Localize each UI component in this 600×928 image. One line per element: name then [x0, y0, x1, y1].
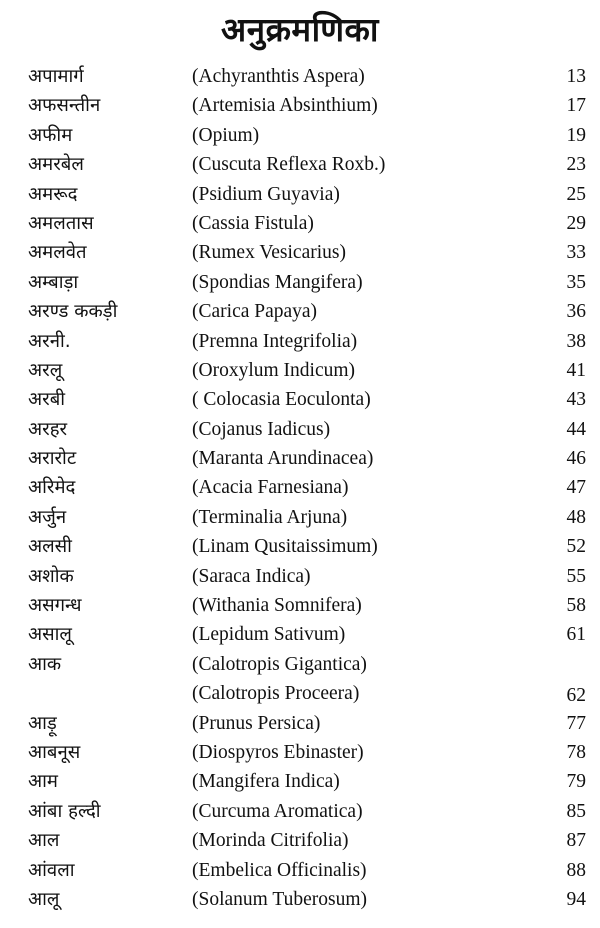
botanical-name: (Calotropis Gigantica) [192, 653, 367, 675]
hindi-name: अरिमेद [28, 477, 76, 499]
page-number: 78 [566, 741, 586, 763]
page-number: 23 [566, 154, 586, 176]
hindi-name: आम [28, 771, 58, 793]
hindi-name: अफीम [28, 124, 73, 146]
index-entry [0, 91, 600, 120]
index-entry [0, 385, 600, 414]
botanical-name: (Achyranthtis Aspera) [192, 66, 365, 87]
botanical-name: (Cassia Fistula) [192, 212, 314, 234]
hindi-name: आलू [28, 888, 60, 910]
botanical-name: (Acacia Farnesiana) [192, 477, 349, 499]
botanical-name: (Linam Qusitaissimum) [192, 536, 378, 558]
page-number: 55 [566, 565, 586, 587]
hindi-name: अरबी [28, 389, 66, 411]
page-number: 47 [566, 477, 586, 499]
index-entry [0, 738, 600, 767]
page-number: 29 [566, 212, 586, 234]
index-entry [0, 473, 600, 502]
botanical-name: (Curcuma Aromatica) [192, 800, 363, 822]
botanical-name: (Saraca Indica) [192, 565, 311, 587]
index-entry [0, 268, 600, 297]
index-entry [0, 503, 600, 532]
index-entry [0, 238, 600, 267]
index-entry [0, 209, 600, 238]
page-number: 41 [566, 359, 586, 381]
botanical-name: (Terminalia Arjuna) [192, 506, 348, 528]
index-entry [0, 327, 600, 356]
page-number: 25 [566, 183, 586, 205]
page-number: 62 [566, 685, 586, 707]
page-number: 48 [566, 506, 586, 528]
botanical-name: (Cojanus Iadicus) [192, 418, 331, 440]
botanical-name: (Diospyros Ebinaster) [192, 741, 364, 763]
page-number: 17 [566, 95, 586, 117]
index-entry [0, 885, 600, 914]
index-entry-continuation [0, 679, 600, 708]
index-entry [0, 444, 600, 473]
hindi-name: अमलतास [28, 212, 94, 234]
hindi-name: असालू [28, 624, 72, 646]
botanical-name: (Cuscuta Reflexa Roxb.) [192, 154, 386, 176]
page-number: 43 [566, 389, 586, 411]
hindi-name: आल [28, 830, 60, 852]
page-number: 88 [566, 859, 586, 881]
page-number: 61 [566, 624, 586, 646]
hindi-name: अमलवेत [28, 242, 87, 264]
page-number: 35 [566, 271, 586, 293]
botanical-name: (Mangifera Indica) [192, 771, 340, 793]
hindi-name: आबनूस [28, 741, 81, 763]
botanical-name: (Rumex Vesicarius) [192, 242, 346, 264]
hindi-name: आक [28, 653, 62, 675]
hindi-name: आंबा हल्दी [28, 800, 101, 822]
hindi-name: अशोक [28, 565, 74, 587]
botanical-name: (Oroxylum Indicum) [192, 359, 356, 381]
hindi-name: अर्जुन [28, 506, 67, 528]
index-list [0, 62, 600, 914]
hindi-name: अरलू [28, 359, 63, 381]
hindi-name: आंवला [28, 859, 75, 881]
botanical-name: (Psidium Guyavia) [192, 183, 340, 205]
page-number: 77 [566, 712, 586, 734]
hindi-name: अमरबेल [28, 154, 84, 176]
page-number: 33 [566, 242, 586, 264]
botanical-name: (Morinda Citrifolia) [192, 830, 349, 852]
index-entry [0, 356, 600, 385]
botanical-name: (Carica Papaya) [192, 301, 318, 323]
botanical-name: (Premna Integrifolia) [192, 330, 358, 352]
hindi-name: असगन्ध [28, 595, 82, 617]
index-entry [0, 709, 600, 738]
botanical-name: (Maranta Arundinacea) [192, 448, 374, 470]
index-entry [0, 856, 600, 885]
botanical-name: (Withania Somnifera) [192, 595, 362, 617]
hindi-name: अरनी. [28, 330, 71, 352]
index-entry [0, 591, 600, 620]
page-number: 58 [566, 595, 586, 617]
page-number: 46 [566, 448, 586, 470]
page-number: 85 [566, 800, 586, 822]
index-entry [0, 826, 600, 855]
hindi-name: अलसी [28, 536, 72, 558]
index-entry [0, 297, 600, 326]
botanical-name: (Embelica Officinalis) [192, 859, 367, 881]
botanical-name: (Prunus Persica) [192, 712, 321, 734]
index-entry [0, 121, 600, 150]
hindi-name: आड़ू [28, 712, 57, 734]
botanical-name: (Lepidum Sativum) [192, 624, 346, 646]
botanical-name: (Solanum Tuberosum) [192, 888, 367, 910]
hindi-name: अपामार्ग [28, 66, 84, 87]
index-entry [0, 620, 600, 649]
hindi-name: अमरूद [28, 183, 78, 205]
index-entry [0, 767, 600, 796]
hindi-name: अम्बाड़ा [28, 271, 79, 293]
index-entry [0, 415, 600, 444]
index-entry [0, 62, 600, 91]
index-entry [0, 797, 600, 826]
hindi-name: अफसन्तीन [28, 95, 101, 117]
page-number: 87 [566, 830, 586, 852]
index-entry [0, 650, 600, 679]
page-number: 38 [566, 330, 586, 352]
hindi-name: अरहर [28, 418, 68, 440]
hindi-name: अरण्ड ककड़ी [28, 301, 118, 323]
botanical-name: ( Colocasia Eoculonta) [192, 389, 371, 411]
botanical-name: (Artemisia Absinthium) [192, 95, 378, 117]
page-number: 52 [566, 536, 586, 558]
page-number: 94 [566, 888, 586, 910]
page-number: 13 [566, 66, 586, 87]
page-number: 36 [566, 301, 586, 323]
botanical-name: (Opium) [192, 124, 260, 146]
botanical-name: (Calotropis Proceera) [192, 683, 360, 705]
page-number: 19 [566, 124, 586, 146]
index-entry [0, 562, 600, 591]
page-number: 79 [566, 771, 586, 793]
index-entry [0, 150, 600, 179]
index-entry [0, 180, 600, 209]
index-entry [0, 532, 600, 561]
hindi-name: अरारोट [28, 448, 77, 470]
page-title: अनुक्रमणिका [221, 10, 379, 49]
botanical-name: (Spondias Mangifera) [192, 271, 363, 293]
page-number: 44 [566, 418, 586, 440]
